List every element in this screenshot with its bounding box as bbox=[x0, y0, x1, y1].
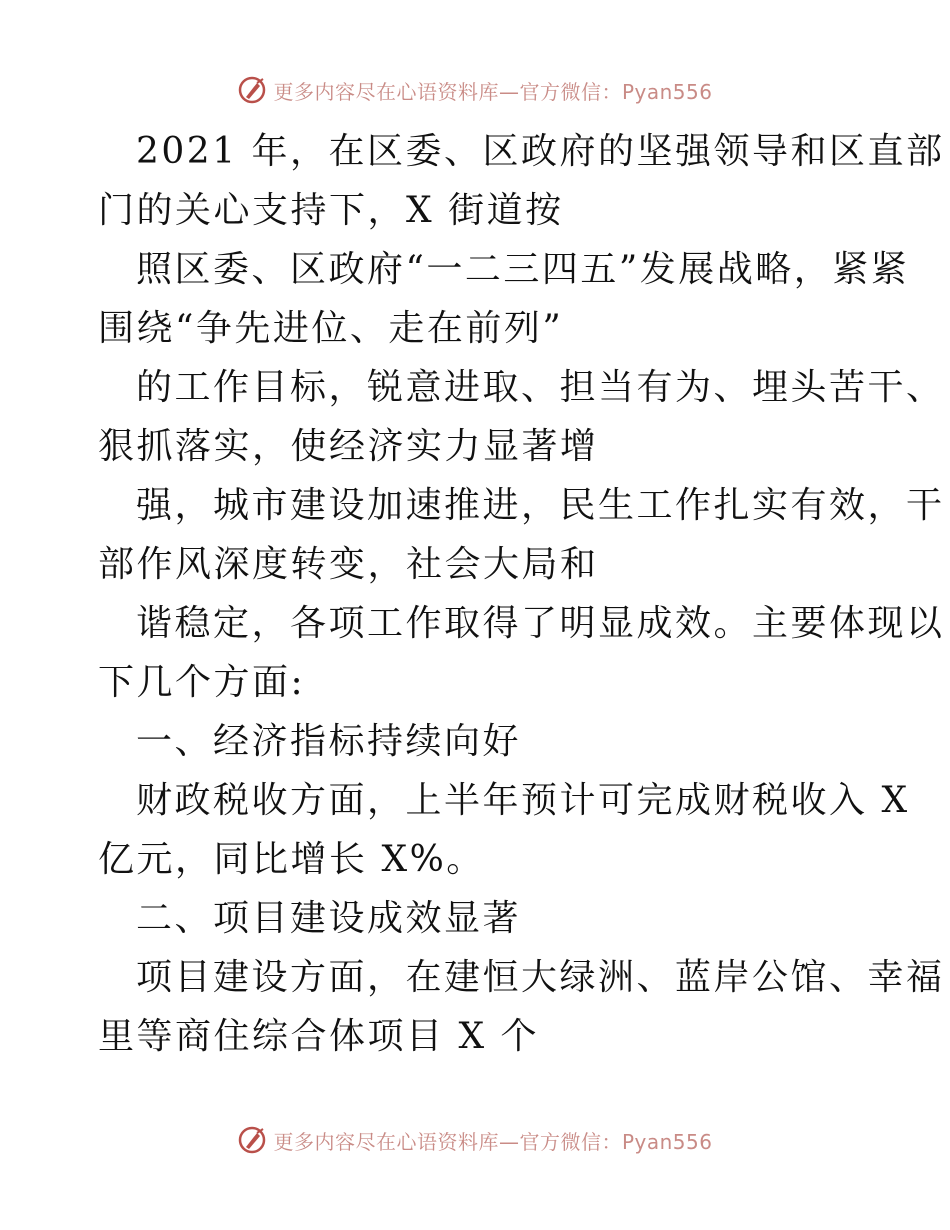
body-line: 里等商住综合体项目 X 个 bbox=[98, 1016, 540, 1057]
body-line: 狠抓落实，使经济实力显著增 bbox=[98, 426, 599, 467]
body-line: 强，城市建设加速推进，民生工作扎实有效，干 bbox=[136, 485, 945, 526]
document-body bbox=[98, 122, 945, 1066]
body-line: 下几个方面: bbox=[98, 662, 306, 703]
watermark-header bbox=[0, 70, 950, 110]
section-heading: 二、项目建设成效显著 bbox=[136, 898, 522, 939]
body-line: 门的关心支持下，X 街道按 bbox=[98, 190, 564, 231]
watermark-text: 更多内容尽在心语资料库—官方微信：Pyan556 bbox=[273, 79, 713, 104]
body-line: 的工作目标，锐意进取、担当有为、埋头苦干、 bbox=[136, 367, 945, 408]
quill-seal-icon bbox=[237, 75, 267, 105]
body-line: 项目建设方面，在建恒大绿洲、蓝岸公馆、幸福 bbox=[136, 957, 945, 998]
section-heading: 一、经济指标持续向好 bbox=[136, 721, 522, 762]
body-line: 亿元，同比增长 X%。 bbox=[98, 839, 485, 880]
body-line: 2021 年，在区委、区政府的坚强领导和区直部 bbox=[136, 131, 945, 172]
body-line: 照区委、区政府“一二三四五”发展战略，紧紧 bbox=[136, 249, 910, 290]
body-line: 谐稳定，各项工作取得了明显成效。主要体现以 bbox=[136, 603, 945, 644]
watermark-footer bbox=[0, 1120, 950, 1160]
watermark-text: 更多内容尽在心语资料库—官方微信：Pyan556 bbox=[273, 1129, 713, 1154]
body-line: 财政税收方面，上半年预计可完成财税收入 X bbox=[136, 780, 910, 821]
quill-seal-icon bbox=[237, 1125, 267, 1155]
body-line: 围绕“争先进位、走在前列” bbox=[98, 308, 564, 349]
body-line: 部作风深度转变，社会大局和 bbox=[98, 544, 599, 585]
